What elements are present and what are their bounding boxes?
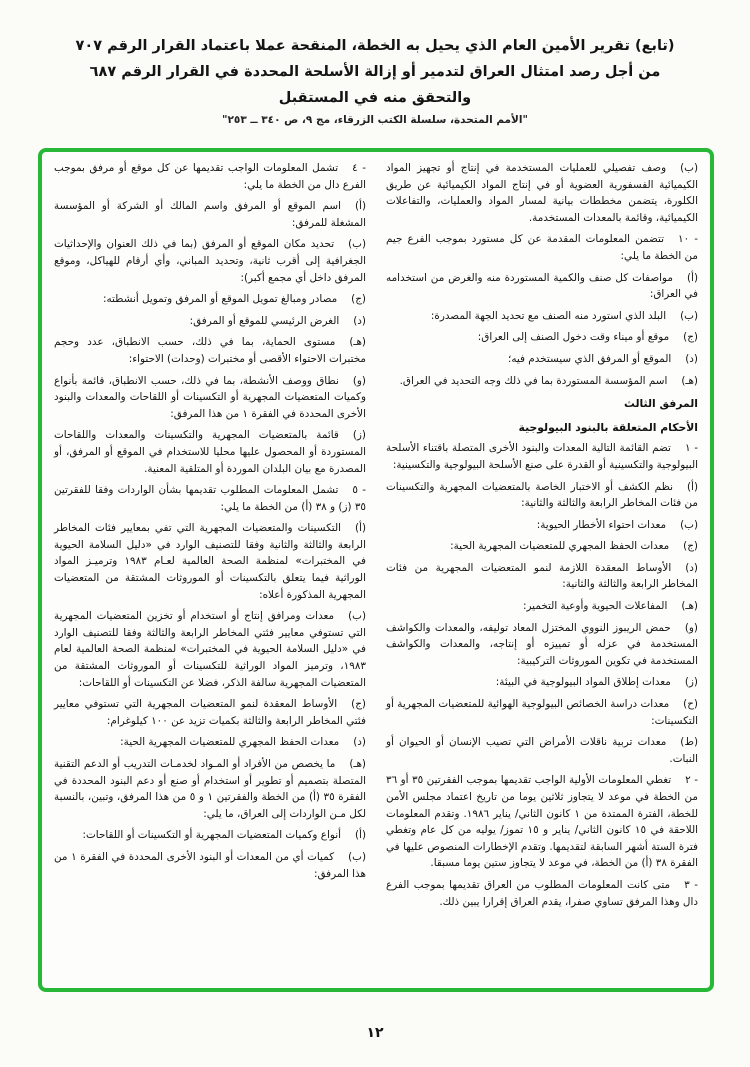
paragraph-text: اسم الموقع أو المرفق واسم المالك أو الشركة أو المؤسسة المشغلة للمرفق:: [54, 200, 366, 229]
paragraph: [386, 620, 698, 670]
paragraph-label: (د): [685, 561, 698, 574]
paragraph: [386, 270, 698, 303]
paragraph-label: (د): [353, 314, 366, 327]
paragraph-text: معدات الحفظ المجهري للمتعضيات المجهرية الحية:: [450, 540, 670, 553]
section-heading: الأحكام المتعلقة بالبنود البيولوجية: [518, 420, 698, 434]
paragraph-text: نطاق ووصف الأنشطة، بما في ذلك، حسب الانطباق، قائمة بأنواع وكميات المتعضيات المجهرية أو التكسينات أو اللقاحات والمعدات والبنود الأخرى المحددة في الفقرة ١ من هذا المرفق:: [54, 374, 366, 420]
paragraph-label: (هـ): [681, 600, 698, 613]
paragraph-label: (و): [684, 621, 698, 634]
paragraph-text: مصادر ومبالغ تمويل الموقع أو المرفق وتمويل أنشطته:: [102, 293, 338, 306]
paragraph: [386, 440, 698, 473]
paragraph-text: تغطي المعلومات الأولية الواجب تقديمها بموجب الفقرتين ٣٥ أو ٣٦ من الخطة في موعد لا يتجاوز ثلاثين يوما من تاريخ اعتماد مجلس الأمن للخطة، الفترة الممتدة من ١ كانون الثاني/ يناير ١٩٨٦. وتقدم المعلومات اللاحقة في ١٥ كانون الثاني/ يناير و ١٥ تموز/ يوليه من كل عام وتغطي فترة الستة أشهر السابقة لتقديمها. وتقدم الإخطارات المنصوص عليها في الفقرة ٣٨ (أ) من الخطة، في موعد لا يتجاوز ستين يوما مسبقا.: [386, 774, 698, 870]
paragraph-label: (د): [353, 736, 366, 749]
paragraph-text: التكسينات والمتعضيات المجهرية التي تفي بمعايير فئات المخاطر الرابعة والثالثة والثانية وفقا للتصنيف الوارد في «دليل السلامة الحيوية في المختبرات» لمنظمة الصحة العالمية لعـام ١٩٨٣ وترميـز المواد الوراثية فيما يتعلق بالتكسينات أو الموروثات المشتقة من المتعضيات المجهرية المذكورة أعلاه:: [54, 522, 366, 601]
column-right: [386, 160, 698, 980]
paragraph-label: (ب): [348, 850, 367, 863]
paragraph-text: تشمل المعلومات الواجب تقديمها عن كل موقع أو مرفق بموجب الفرع دال من الخطة ما يلي:: [54, 162, 366, 191]
paragraph-label: (ج): [683, 331, 698, 344]
paragraph-text: نظم الكشف أو الاختبار الخاصة بالمتعضيات المجهرية والتكسينات من فئات المخاطر الرابعة والثالثة والثانية:: [386, 480, 698, 510]
paragraph: [386, 696, 698, 729]
paragraph-text: تشمل المعلومات المطلوب تقديمها بشأن الواردات وفقا للفقرتين ٣٥ (ز) و ٣٨ (أ) من الخطة ما يلي:: [54, 484, 366, 513]
paragraph-label: (و): [352, 374, 366, 387]
paragraph-label: (د): [685, 352, 698, 365]
header-line-3: والتحقق منه في المستقبل: [278, 90, 472, 106]
paragraph: [54, 160, 366, 193]
paragraph-label: (ج): [351, 293, 366, 306]
paragraph: [54, 849, 366, 882]
paragraph: [54, 734, 366, 751]
page-number: ١٢: [366, 1025, 384, 1041]
paragraph-label: (ح): [683, 698, 698, 711]
paragraph-label: - ١: [684, 442, 698, 455]
paragraph: [386, 308, 698, 325]
paragraph-label: (هـ): [681, 374, 698, 387]
paragraph-label: - ٢: [685, 774, 698, 787]
paragraph: [54, 608, 366, 691]
paragraph-label: - ١٠: [678, 233, 698, 246]
document-header: [20, 33, 730, 126]
source-citation: "الأمم المتحدة، سلسلة الكتب الزرقاء، مج ٩، ص ٣٤٠ ــ ٢٥٣": [222, 114, 528, 126]
paragraph-label: - ٥: [352, 484, 366, 497]
paragraph: [386, 231, 698, 264]
paragraph-text: تتضمن المعلومات المقدمة عن كل مستورد بموجب الفرع جيم من الخطة ما يلي:: [386, 233, 698, 262]
paragraph: [54, 313, 366, 330]
header-line-1: (تابع) تقرير الأمين العام الذي يحيل به الخطة، المنقحة عملا باعتماد القرار الرقم ٧٠٧: [75, 38, 675, 54]
paragraph-text: المفاعلات الحيوية وأوعية التخمير:: [522, 600, 668, 613]
paragraph: [54, 520, 366, 603]
paragraph-text: كميات أي من المعدات أو البنود الأخرى المحددة في الفقرة ١ من هذا المرفق:: [54, 850, 366, 880]
paragraph: [54, 236, 366, 286]
paragraph: [54, 756, 366, 822]
paragraph-text: حمض الريبوز النووي المختزل المعاد توليفه، والمعدات والكواشف المستخدمة في عزله أو تمييزه أو إنتاجه، والمعدات والكواشف المستخدمة في تكوين الموروثات التركيبية:: [386, 621, 698, 667]
paragraph-text: وصف تفصيلي للعمليات المستخدمة في إنتاج أو تجهيز المواد الكيميائية الفسفورية العضوية أو في إنتاج المواد الكيميائية عن طريق الكلورة، يتضمن مخططات بيانية لمسار المواد والعمليات، والتفاعلات الكيميائية، وقائمة بالمعدات المستخدمة.: [386, 162, 698, 224]
paragraph-label: (أ): [687, 271, 698, 284]
paragraph-text: الأوساط المعقدة اللازمة لنمو المتعضيات المجهرية من فئات المخاطر الرابعة والثالثة والثانية:: [386, 561, 698, 591]
paragraph: [386, 538, 698, 555]
section-heading: المرفق الثالث: [624, 397, 698, 411]
paragraph: [386, 674, 698, 691]
paragraph-text: ما يخصص من الأفراد أو المـواد لخدمـات التدريب أو الدعم التقنية المتصلة بتصميم أو تطوير أو استخدام أو صنع أو دعم البنود المحددة في الفقرة ٣٥ (أ) من الخطة والفقرتين ١ و ٥ من هذا المرفق، وتبين، بالنسبة لكل مـن الواردات إلى العراق، ما يلي:: [54, 758, 367, 820]
paragraph: [54, 827, 366, 844]
paragraph-text: موقع أو ميناء وقت دخول الصنف إلى العراق:: [477, 331, 670, 344]
paragraph-label: (ج): [683, 540, 698, 553]
paragraph: [54, 482, 366, 515]
paragraph-label: (ب): [348, 238, 366, 251]
paragraph-label: (أ): [355, 522, 366, 535]
two-column-body: [54, 160, 698, 980]
paragraph-label: - ٣: [684, 878, 698, 891]
paragraph: [386, 329, 698, 346]
paragraph-label: (ز): [684, 676, 698, 689]
column-left: [54, 160, 366, 980]
paragraph: [386, 772, 698, 872]
paragraph-label: (ب): [348, 610, 366, 623]
paragraph-label: (ز): [352, 429, 366, 442]
paragraph: [386, 373, 698, 390]
content-frame: [38, 148, 714, 992]
paragraph-text: معدات ومرافق إنتاج أو استخدام أو تخزين المتعضيات المجهرية التي تستوفي معايير فئتي المخاطر الرابعة والثالثة وفقا للتصنيف الوارد في «دليل السلامة الحيوية في المختبرات» لمنظمة الصحة العالمية لعام ١٩٨٣، وترميز المواد الوراثية للتكسينات أو الموروثات المشتقة من المتعضيات المجهرية سالفة الذكر، فضلا عن التكسينات أو اللقاحات:: [54, 610, 366, 689]
paragraph-label: (ط): [680, 736, 698, 749]
paragraph: [54, 427, 366, 477]
paragraph-text: البلد الذي استورد منه الصنف مع تحديد الجهة المصدرة:: [430, 309, 667, 322]
paragraph-text: متى كانت المعلومات المطلوب من العراق تقديمها بموجب الفرع دال وهذا المرفق تساوي صفرا، يقدم العراق إقرارا يبين ذلك.: [386, 878, 698, 908]
paragraph-label: (أ): [355, 200, 366, 213]
paragraph-text: الغرض الرئيسي للموقع أو المرفق:: [189, 314, 340, 327]
paragraph: [386, 517, 698, 534]
paragraph-text: تضم القائمة التالية المعدات والبنود الأخرى المتصلة باقتناء الأسلحة البيولوجية والتكسينية أو القدرة على صنع الأسلحة البيولوجية والتكسينية:: [386, 442, 698, 471]
paragraph-text: الموقع أو المرفق الذي سيستخدم فيه؛: [508, 352, 672, 365]
paragraph-text: معدات الحفظ المجهري للمتعضيات المجهرية الحية:: [120, 736, 340, 749]
paragraph: [386, 160, 698, 226]
paragraph: [54, 198, 366, 231]
paragraph: [386, 734, 698, 767]
paragraph-text: الأوساط المعقدة لنمو المتعضيات المجهرية التي تستوفي معايير فئتي المخاطر الرابعة والثالثة بكميات تزيد عن ١٠٠ كيلوغرام:: [54, 698, 366, 727]
paragraph: [54, 373, 366, 423]
paragraph-text: اسم المؤسسة المستوردة بما في ذلك وجه التحديد في العراق.: [399, 374, 668, 387]
paragraph: [54, 334, 366, 367]
paragraph: [386, 351, 698, 368]
paragraph-label: - ٤: [352, 162, 366, 174]
paragraph-label: (ب): [680, 162, 698, 174]
paragraph: [386, 560, 698, 593]
header-line-2: من أجل رصد امتثال العراق لتدمير أو إزالة الأسلحة المحددة في القرار الرقم ٦٨٧: [89, 64, 661, 80]
paragraph-label: (ج): [351, 698, 366, 711]
paragraph-label: (ب): [680, 518, 698, 531]
paragraph-text: معدات احتواء الأخطار الحيوية:: [536, 518, 667, 531]
paragraph: [386, 598, 698, 615]
paragraph: [386, 479, 698, 512]
paragraph-label: (أ): [355, 829, 366, 842]
paragraph-label: (ب): [680, 309, 698, 322]
paragraph-text: مواصفات كل صنف والكمية المستوردة منه والغرض من استخدامه في العراق:: [386, 271, 698, 301]
paragraph-text: تحديد مكان الموقع أو المرفق (بما في ذلك العنوان والإحداثيات الجغرافية إلى أقرب ثانية، وتحديد المباني، وأي أرقام للهياكل، وموقع المرفق داخل أي مجمع أكبر):: [54, 238, 366, 284]
paragraph: [54, 696, 366, 729]
paragraph-label: (هـ): [349, 758, 366, 770]
paragraph: [54, 291, 366, 308]
paragraph-text: أنواع وكميات المتعضيات المجهرية أو التكسينات أو اللقاحات:: [82, 829, 341, 842]
paragraph-text: معدات تربية ناقلات الأمراض التي تصيب الإنسان أو الحيوان أو النبات.: [386, 736, 698, 765]
paragraph-text: معدات دراسة الخصائص البيولوجية الهوائية للمتعضيات المجهرية أو التكسينات:: [386, 698, 698, 727]
paragraph: [386, 877, 698, 910]
paragraph-text: مستوى الحماية، بما في ذلك، حسب الانطباق، عدد وحجم مختبرات الاحتواء الأقصى أو مختبرات (وحدات) الاحتواء:: [54, 336, 366, 365]
paragraph-label: (هـ): [349, 336, 366, 349]
paragraph-text: قائمة بالمتعضيات المجهرية والتكسينات والمعدات واللقاحات المستوردة أو المحصول عليها محليا للاستخدام في الموقع أو المرفق، أو المصدرة مع بيان البلدان الموردة أو المتلقية المعنية.: [54, 429, 366, 475]
paragraph-text: معدات إطلاق المواد البيولوجية في البيئة:: [495, 676, 671, 689]
paragraph-label: (أ): [687, 480, 698, 493]
